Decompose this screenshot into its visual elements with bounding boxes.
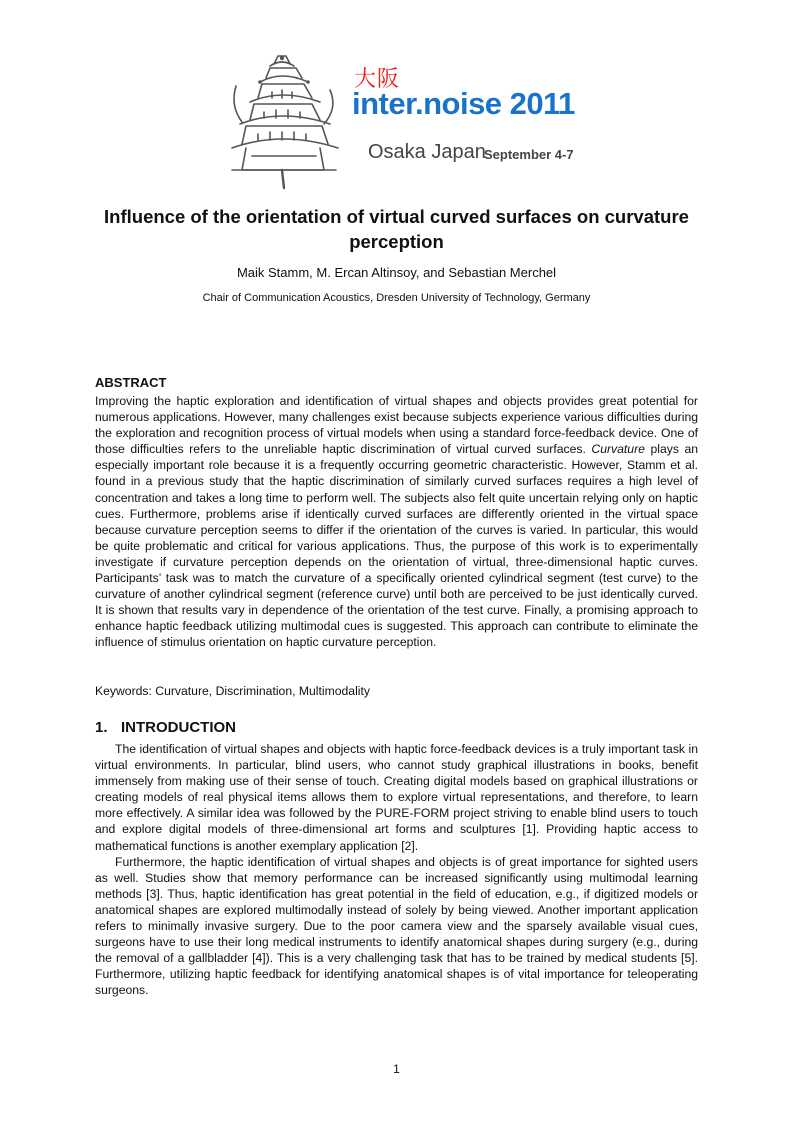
conference-name: inter.noise 2011 <box>352 86 575 121</box>
conference-dates: September 4-7 <box>484 147 574 162</box>
osaka-castle-icon <box>212 52 352 192</box>
conference-location: Osaka Japan <box>368 141 486 163</box>
paragraph: Furthermore, the haptic identification of virtual shapes and objects is of great importance for sighted users as well. Studies show that memory performance can be increased significantly using multimodal learning methods [3]. Thus, haptic identification has great potential in the field of education, e.g., if digitized models or anatomical shapes are explored multimodally instead of solely by being viewed. Another important application refers to minimally invasive surgery. Due to the poor camera view and the sparsely available visual cues, surgeons have to use their long medical instruments to identify anatomical shapes during surgery (e.g., during the removal of a gallbladder [4]). This is a very challenging task that has to be trained by medical students [5]. Furthermore, utilizing haptic feedback for identifying anatomical shapes is of vital importance for teleoperating surgeons. <box>95 854 698 998</box>
section-number: 1. <box>95 719 108 736</box>
paper-authors: Maik Stamm, M. Ercan Altinsoy, and Sebastian Merchel <box>236 265 557 280</box>
abstract-italic-term: Curvature <box>591 442 645 457</box>
abstract-heading: ABSTRACT <box>95 375 167 390</box>
abstract-text-part-1: Improving the haptic exploration and identification of virtual shapes and objects provides great potential for numerous applications. However, many challenges exist because subjects experience various difficulties during the exploration and recognition process of virtual models when using a standard force-feedback device. One of those difficulties refers to the unreliable haptic discrimination of virtual curved surfaces. <box>95 394 698 457</box>
conference-kanji: 大阪 <box>354 67 401 92</box>
section-heading-introduction <box>95 719 236 736</box>
section-title: INTRODUCTION <box>121 719 236 736</box>
paper-affiliation: Chair of Communication Acoustics, Dresden University of Technology, Germany <box>202 292 591 304</box>
paper-title: Influence of the orientation of virtual curved surfaces on curvature perception <box>104 206 689 252</box>
paragraph: The identification of virtual shapes and objects with haptic force-feedback devices is a truly important task in virtual environments. In particular, blind users, who cannot study graphical illustrations in books, benefit immensely from making use of their sense of touch. Creating digital models based on graphical illustrations or creating models of real physical items allows them to explore virtual representations, and therefore, to learn more effectively. A similar idea was followed by the PURE-FORM project striving to enable blind users to touch and explore digital models of three-dimensional art forms and sculptures [1]. Providing haptic access to mathematical functions is another exemplary application [2]. <box>95 742 698 853</box>
abstract-text-part-2: plays an especially important role because it is a frequently occurring geometric characteristic. However, Stamm et al. found in a previous study that the haptic discrimination of similarly curved surfaces requires a high level of concentration and takes a long time to perform well. The subjects also felt quite uncertain relying only on haptic cues. Furthermore, problems arise if identically curved surfaces are differently oriented in the virtual space because curvature perception seems to differ if the orientation of the curves is varied. In particular, this would be quite problematic and critical for various applications. Thus, the purpose of this work is to experimentally investigate if curvature perception depends on the orientation of virtual, three-dimensional haptic curves. Participants’ task was to match the curvature of a specifically oriented cylindrical segment (test curve) to the curvature of another cylindrical segment (reference curve) until both are perceived to be just identically curved. It is shown that results vary in dependence of the orientation of the test curve. Finally, a promising approach to enhance haptic feedback utilizing multimodal cues is suggested. This approach can contribute to eliminate the influence of stimulus orientation on haptic curvature perception. <box>95 442 699 650</box>
keywords: Keywords: Curvature, Discrimination, Multimodality <box>95 684 370 698</box>
abstract-text <box>95 393 698 651</box>
page-number: 1 <box>393 1062 400 1076</box>
conference-logo <box>212 52 592 192</box>
introduction-body <box>95 741 698 999</box>
